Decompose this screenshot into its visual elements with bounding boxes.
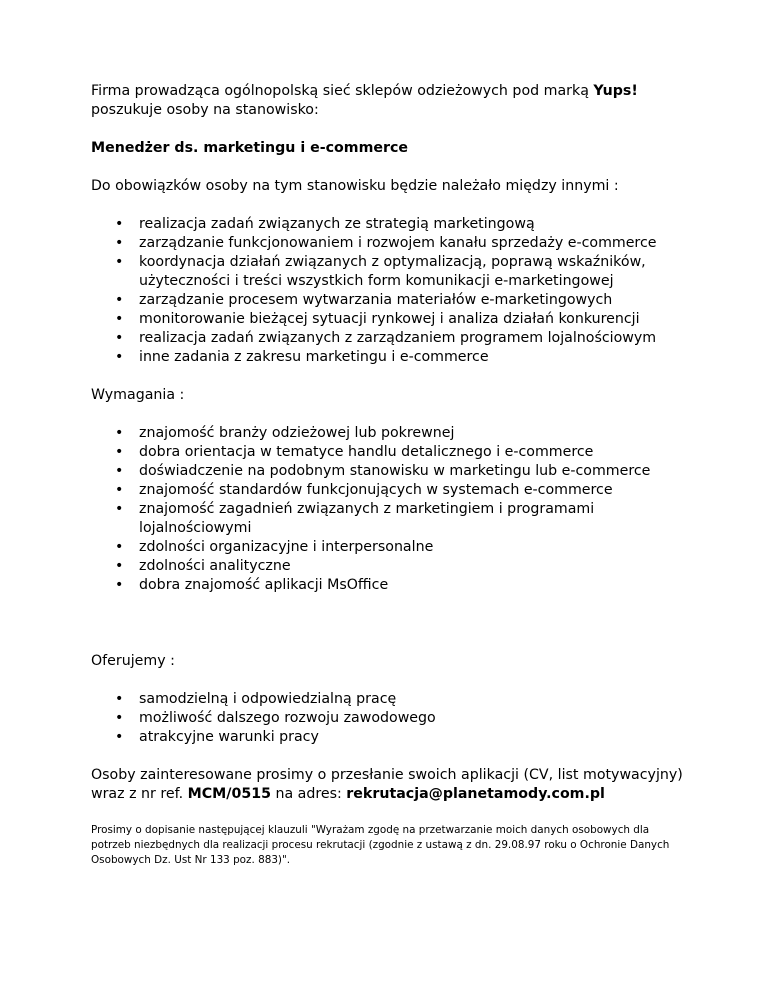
intro-paragraph <box>91 82 691 120</box>
bullet-icon: • <box>115 691 124 707</box>
list-item: • realizacja zadań związanych z zarządzaniem programem lojalnościowym <box>115 330 657 346</box>
list-item: • monitorowanie bieżącej sytuacji rynkowej i analiza działań konkurencji <box>115 311 640 327</box>
list-item: • znajomość zagadnień związanych z marketingiem i programami lojalnościowymi <box>115 501 595 536</box>
list-item: • zdolności organizacyjne i interpersonalne <box>115 539 434 555</box>
reference-number: MCM/0515 <box>187 786 271 802</box>
bullet-icon: • <box>115 330 124 346</box>
list-item: • zarządzanie procesem wytwarzania materiałów e-marketingowych <box>115 292 613 308</box>
list-item: • realizacja zadań związanych ze strategią marketingową <box>115 216 535 232</box>
consent-clause: Prosimy o dopisanie następującej klauzuli "Wyrażam zgodę na przetwarzanie moich danych osobowych dla potrzeb niezbędnych dla realizacji procesu rekrutacji (zgodnie z ustawą z dn. 29.08.97 roku o Ochronie Danych Osobowych Dz. Ust Nr 133 poz. 883)". <box>91 824 670 866</box>
bullet-icon: • <box>115 254 124 270</box>
bullet-icon: • <box>115 311 124 327</box>
bullet-icon: • <box>115 558 124 574</box>
bullet-icon: • <box>115 729 124 745</box>
intro-text-continued: poszukuje osoby na stanowisko: <box>91 102 319 118</box>
bullet-icon: • <box>115 444 124 460</box>
list-item: • znajomość branży odzieżowej lub pokrewnej <box>115 425 455 441</box>
bullet-icon: • <box>115 235 124 251</box>
list-item: • inne zadania z zakresu marketingu i e-commerce <box>115 349 489 365</box>
list-item: • możliwość dalszego rozwoju zawodowego <box>115 710 436 726</box>
contact-text-address: na adres: <box>270 786 347 802</box>
bullet-icon: • <box>115 710 124 726</box>
requirements-list <box>91 424 691 595</box>
offer-list <box>91 690 691 747</box>
bullet-icon: • <box>115 292 124 308</box>
bullet-icon: • <box>115 425 124 441</box>
list-item: • dobra orientacja w tematyce handlu detalicznego i e-commerce <box>115 444 594 460</box>
duties-heading: Do obowiązków osoby na tym stanowisku będzie należało między innymi : <box>91 178 619 194</box>
spacer <box>91 614 691 652</box>
job-title: Menedżer ds. marketingu i e-commerce <box>91 140 409 156</box>
list-item: • doświadczenie na podobnym stanowisku w marketingu lub e-commerce <box>115 463 651 479</box>
list-item: • koordynacja działań związanych z optymalizacją, poprawą wskaźników, użyteczności i treści wszystkich form komunikacji e-marketingowej <box>115 254 646 289</box>
bullet-icon: • <box>115 216 124 232</box>
intro-text: Firma prowadząca ogólnopolską sieć sklepów odzieżowych pod marką <box>91 83 594 99</box>
email-address: rekrutacja@planetamody.com.pl <box>346 786 605 802</box>
bullet-icon: • <box>115 463 124 479</box>
duties-list <box>91 215 691 367</box>
list-item: • atrakcyjne warunki pracy <box>115 729 319 745</box>
list-item: • znajomość standardów funkcjonujących w systemach e-commerce <box>115 482 613 498</box>
contact-paragraph <box>91 766 691 804</box>
brand-name: Yups! <box>593 83 638 99</box>
requirements-heading: Wymagania : <box>91 387 185 403</box>
list-item: • zarządzanie funkcjonowaniem i rozwojem kanału sprzedaży e-commerce <box>115 235 657 251</box>
bullet-icon: • <box>115 539 124 555</box>
bullet-icon: • <box>115 482 124 498</box>
offer-heading: Oferujemy : <box>91 653 175 669</box>
bullet-icon: • <box>115 501 124 517</box>
bullet-icon: • <box>115 349 124 365</box>
list-item: • dobra znajomość aplikacji MsOffice <box>115 577 389 593</box>
bullet-icon: • <box>115 577 124 593</box>
list-item: • samodzielną i odpowiedzialną pracę <box>115 691 397 707</box>
list-item: • zdolności analityczne <box>115 558 291 574</box>
job-posting-document <box>91 82 691 868</box>
contact-text: Osoby zainteresowane prosimy o przesłanie swoich aplikacji (CV, list motywacyjny) wraz z nr ref. <box>91 767 683 802</box>
